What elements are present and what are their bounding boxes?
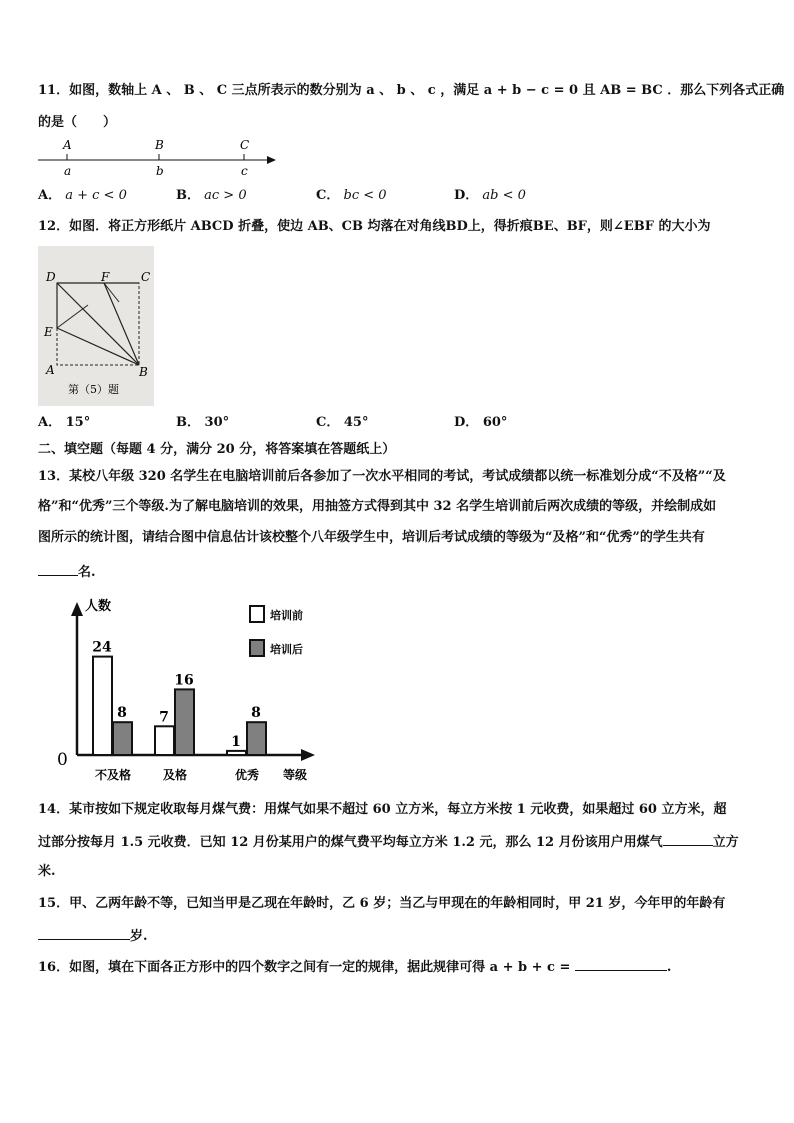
bar-before-1 (155, 726, 174, 755)
q11-stem-line2: 的是（ ） (38, 115, 117, 130)
value-c-label: c (241, 164, 248, 178)
x-axis-label: 等级 (283, 768, 308, 782)
q12-option-c: C． 45° (316, 415, 369, 430)
bar-after-2 (247, 722, 266, 755)
fig-label-E: E (44, 325, 53, 339)
q12-stem: 12．如图．将正方形纸片 ABCD 折叠，使边 AB、CB 均落在对角线BD上，得折痕BE、BF，则∠EBF 的大小为 (38, 219, 711, 234)
y-axis-arrow (71, 602, 83, 616)
q12-option-b: B． 30° (176, 415, 230, 430)
q11-option-c: C． bc < 0 (316, 188, 387, 203)
legend-swatch-0 (250, 606, 264, 622)
chart-legend (250, 606, 303, 656)
q13-line2: 格”和“优秀”三个等级.为了解电脑培训的效果，用抽签方式得到其中 32 名学生培训前后两次成绩的等级，并绘制成如 (38, 499, 717, 514)
data-label-after-0: 8 (117, 705, 127, 722)
bar-before-0 (93, 657, 112, 755)
value-b-label: b (156, 164, 164, 178)
fig-label-A: A (46, 363, 55, 377)
q16-line: 16．如图，填在下面各正方形中的四个数字之间有一定的规律，据此规律可得 a + b + c = . (38, 956, 671, 978)
q16-answer-blank[interactable] (575, 956, 667, 971)
value-a-label: a (64, 164, 72, 178)
q11-option-b: B． ac > 0 (176, 188, 247, 203)
bar-after-1 (175, 689, 194, 755)
q14-line3: 米. (38, 864, 56, 879)
section2-heading: 二、填空题（每题 4 分，满分 20 分，将答案填在答题纸上） (38, 442, 396, 457)
category-label-1: 及格 (162, 768, 188, 782)
q15-line1: 15．甲、乙两年龄不等，已知当甲是乙现在年龄时，乙 6 岁；当乙与甲现在的年龄相同时，甲 21 岁，今年甲的年龄有 (38, 896, 726, 911)
data-label-before-2: 1 (231, 733, 241, 750)
point-C-label: C (240, 138, 250, 152)
fig-caption: 第（5）题 (68, 383, 119, 396)
square-fold-figure (38, 246, 154, 406)
category-label-2: 优秀 (234, 768, 260, 782)
origin-label: 0 (57, 750, 68, 770)
category-label-0: 不及格 (94, 768, 132, 782)
fig-label-C: C (141, 270, 151, 284)
number-line (38, 135, 283, 180)
q13-line3: 图所示的统计图，请结合图中信息估计该校整个八年级学生中，培训后考试成绩的等级为“及格”和“优秀”的学生共有 (38, 530, 705, 545)
q15-line2: 岁. (38, 925, 148, 947)
data-label-before-0: 24 (92, 639, 112, 656)
fig-label-B: B (139, 365, 148, 379)
x-axis-arrow (301, 749, 315, 761)
q14-line2: 过部分按每月 1.5 元收费．已知 12 月份某用户的煤气费平均每立方米 1.2 元，那么 12 月份该用户用煤气 立方 (38, 831, 739, 853)
y-axis-label: 人数 (85, 599, 112, 614)
q13-answer-blank[interactable] (38, 561, 78, 576)
point-A-label: A (63, 138, 72, 152)
data-label-before-1: 7 (159, 709, 169, 726)
q12-option-d: D． 60° (454, 415, 508, 430)
data-label-after-2: 8 (251, 705, 261, 722)
q15-answer-blank[interactable] (38, 925, 130, 940)
q13-line1: 13．某校八年级 320 名学生在电脑培训前后各参加了一次水平相同的考试，考试成绩都以统一标准划分成“不及格”“及 (38, 469, 726, 484)
q11-option-a: A． a + c < 0 (38, 188, 127, 203)
q13-line4: 名. (38, 561, 96, 583)
bar-after-0 (113, 722, 132, 755)
point-B-label: B (155, 138, 164, 152)
data-label-after-1: 16 (174, 672, 194, 689)
bar-before-2 (227, 751, 246, 755)
fig-label-D: D (46, 270, 56, 284)
q12-option-a: A． 15° (38, 415, 91, 430)
q11-stem-line1: 11．如图，数轴上 A 、 B 、 C 三点所表示的数分别为 a 、 b 、 c ，满足 a + b − c = 0 且 AB = BC ．那么下列各式正确 (38, 83, 785, 98)
legend-label-0: 培训前 (270, 609, 303, 622)
legend-label-1: 培训后 (270, 643, 303, 656)
q11-option-d: D． ab < 0 (454, 188, 526, 203)
legend-swatch-1 (250, 640, 264, 656)
fig-label-F: F (101, 270, 110, 284)
bar-chart (55, 592, 325, 787)
q14-answer-blank[interactable] (663, 831, 713, 846)
q14-line1: 14．某市按如下规定收取每月煤气费：用煤气如果不超过 60 立方米，每立方米按 1 元收费，如果超过 60 立方米，超 (38, 802, 727, 817)
